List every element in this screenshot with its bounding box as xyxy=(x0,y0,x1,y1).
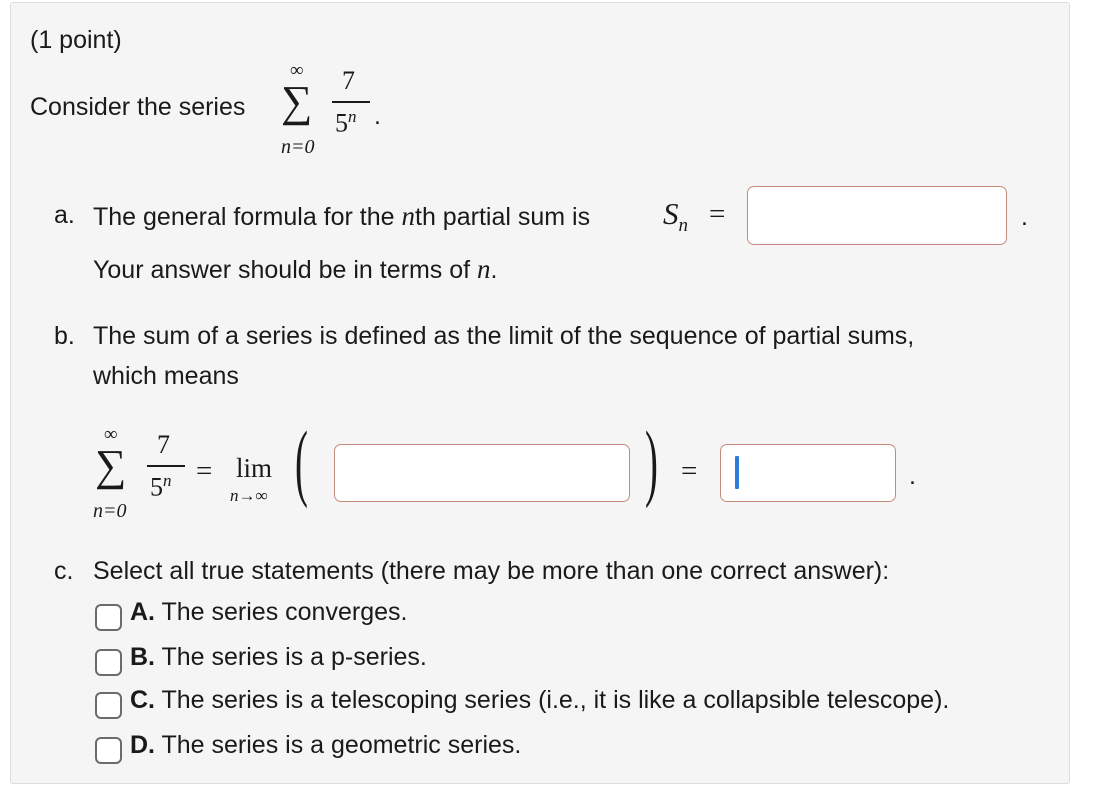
intro-denominator: 5$^n$ xyxy=(335,107,357,138)
part-b-sum-lower: n=0 xyxy=(93,500,127,522)
option-c-label[interactable]: C. The series is a telescoping series (i.e., it is like a collapsible telescope). xyxy=(130,686,950,714)
part-b-paren-close: ) xyxy=(645,413,658,509)
option-b-label[interactable]: B. The series is a p-series. xyxy=(130,643,427,671)
option-d-label[interactable]: D. The series is a geometric series. xyxy=(130,731,522,759)
part-b-equals-2: = xyxy=(681,455,698,487)
part-b-sum-symbol: ∑ xyxy=(95,441,127,490)
part-b-numerator: 7 xyxy=(157,430,170,459)
intro-numerator: 7 xyxy=(342,66,355,95)
points-label: (1 point) xyxy=(30,26,122,54)
intro-fraction-bar xyxy=(332,101,370,103)
option-d-checkbox[interactable] xyxy=(95,737,122,764)
part-b-period: . xyxy=(909,462,916,490)
option-b-checkbox[interactable] xyxy=(95,649,122,676)
series-sum-input[interactable] xyxy=(720,444,896,502)
option-a-label[interactable]: A. The series converges. xyxy=(130,598,408,626)
part-b-fraction-bar xyxy=(147,465,185,467)
part-a-marker: a. xyxy=(54,201,75,229)
partial-sum-input[interactable] xyxy=(747,186,1007,245)
part-b-sum-upper: ∞ xyxy=(104,424,118,445)
intro-text: Consider the series xyxy=(30,93,246,121)
text-caret xyxy=(735,456,739,489)
part-b-equals-1: = xyxy=(196,455,213,487)
option-c-checkbox[interactable] xyxy=(95,692,122,719)
part-b-denominator: 5$^n$ xyxy=(150,471,172,502)
part-b-line1: The sum of a series is defined as the limit of the sequence of partial sums, xyxy=(93,322,915,350)
option-a-checkbox[interactable] xyxy=(95,604,122,631)
part-b-line2: which means xyxy=(93,362,239,390)
part-b-marker: b. xyxy=(54,322,75,350)
part-a-prompt: The general formula for the nth partial sum is xyxy=(93,201,591,231)
intro-sum-upper: ∞ xyxy=(290,60,304,81)
intro-sum-symbol: ∑ xyxy=(281,77,313,126)
part-a-hint: Your answer should be in terms of n. xyxy=(93,254,498,284)
part-c-marker: c. xyxy=(54,557,74,585)
part-b-lim-sub: n→∞ xyxy=(230,486,268,505)
limit-expression-input[interactable] xyxy=(334,444,630,502)
part-a-equals: = xyxy=(709,198,726,230)
intro-period: . xyxy=(374,102,381,130)
intro-sum-lower: n=0 xyxy=(281,136,315,158)
part-b-paren-open: ( xyxy=(295,413,308,509)
part-c-prompt: Select all true statements (there may be more than one correct answer): xyxy=(93,557,890,585)
part-b-lim: lim xyxy=(236,453,273,483)
part-a-period: . xyxy=(1021,203,1028,231)
part-a-sn: $S_n$ xyxy=(663,196,688,237)
